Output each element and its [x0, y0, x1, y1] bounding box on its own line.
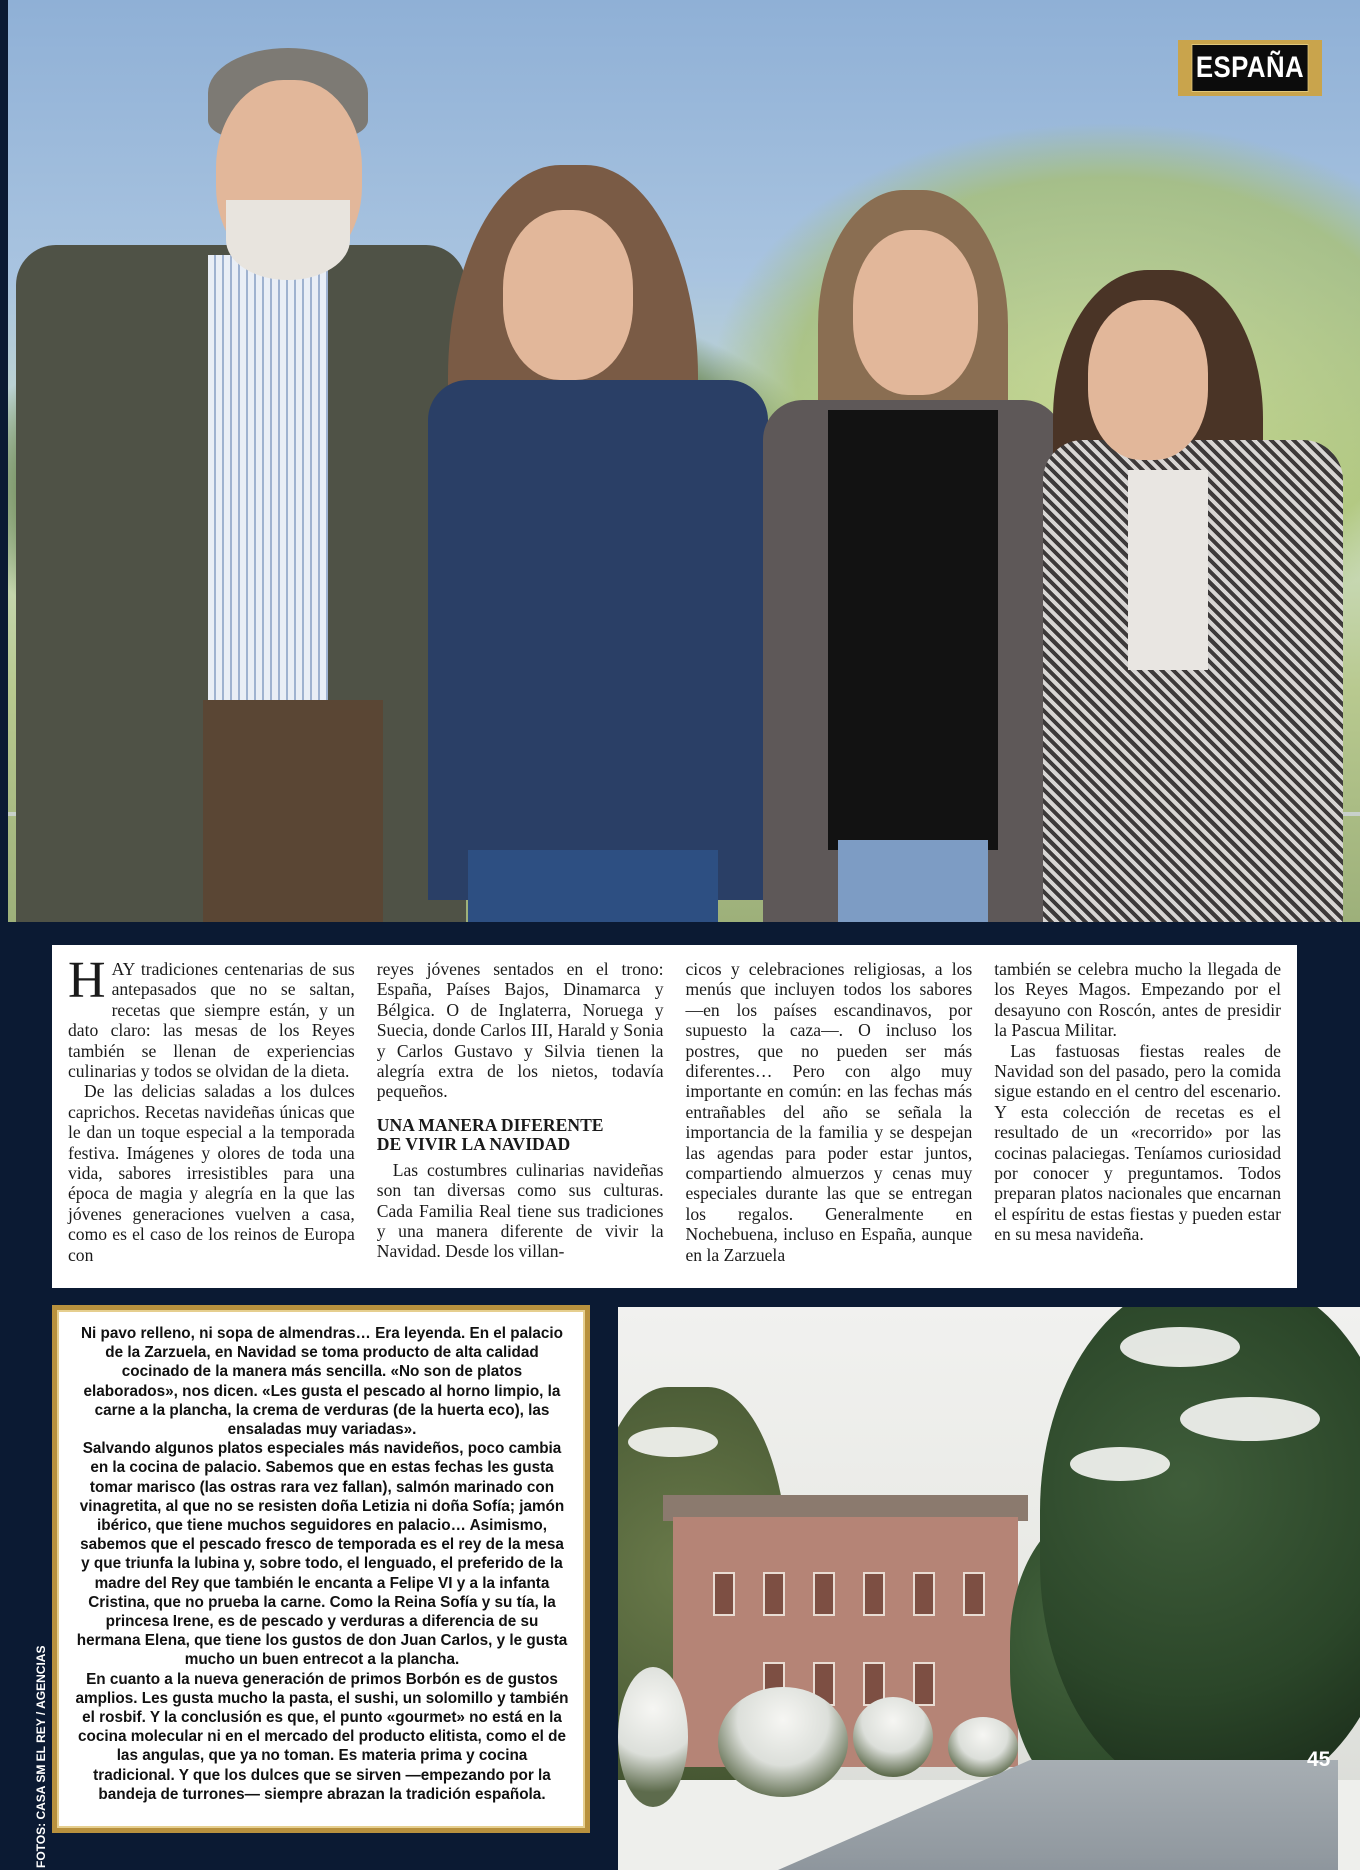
snow-patch — [1180, 1397, 1320, 1441]
sidebar-paragraph: En cuanto a la nueva generación de primos Borbón es de gustos amplios. Les gusta mucho la pasta, el sushi, un solomillo y también el rosbif. Y la conclusión es que, el punto «gourmet» no está en la cocina molecular ni en el mercado del producto elitista, como el de las angulas, que ya no toman. Es materia prima y cocina tradicional. Y que los dulces que se sirven —empezando por la bandeja de turrones— siempre abrazan la tradición española. — [75, 1670, 569, 1803]
article-paragraph: HAY tradiciones centenarias de sus antepasados que no se saltan, recetas que siempre están, y un dato claro: las mesas de los Reyes también se llenan de experiencias culinarias y todos se olvidan de la dieta. — [68, 952, 355, 1082]
drop-cap: H — [68, 952, 106, 1009]
palace-window — [913, 1572, 935, 1616]
palace-window — [913, 1662, 935, 1706]
snowy-hedge — [948, 1717, 1018, 1777]
palace-window — [763, 1572, 785, 1616]
snowy-hedge — [853, 1697, 933, 1777]
article-column-2 — [377, 959, 664, 1278]
article-column-3 — [686, 959, 973, 1278]
palace-window — [713, 1572, 735, 1616]
tree-right — [1040, 1307, 1360, 1797]
palace-window — [863, 1572, 885, 1616]
snow-patch — [628, 1427, 718, 1457]
article-paragraph: también se celebra mucho la llegada de los Reyes Magos. Empezando por el desayuno con Roscón, antes de presidir la Pascua Militar. — [994, 959, 1281, 1041]
snowy-hedge — [718, 1687, 848, 1797]
palace-window — [963, 1572, 985, 1616]
palace-window — [813, 1572, 835, 1616]
article-paragraph: reyes jóvenes sentados en el trono: España, Países Bajos, Dinamarca y Bélgica. O de Inglaterra, Noruega y Suecia, donde Carlos III, Harald y Sonia y Carlos Gustavo y Silvia tienen la alegría extra de los nietos, todavía pequeños. — [376, 959, 664, 1102]
article-body — [52, 945, 1297, 1288]
article-column-4 — [994, 959, 1281, 1278]
snow-patch — [1070, 1447, 1170, 1481]
hero-photo — [8, 0, 1360, 922]
person-infanta-sofia — [428, 0, 778, 922]
sidebar-paragraph: Salvando algunos platos especiales más navideños, poco cambia en la cocina de palacio. Sabemos que en estas fechas les gusta tomar marisco (las ostras rara vez fallan), salmón marinado con vinagretita, al que no se resisten doña Letizia ni doña Sofía; jamón ibérico, que tiene muchos seguidores en palacio… Asimismo, sabemos que el pescado fresco de temporada es el rey de la mesa y que triunfa la lubina y, sobre todo, el lenguado, el preferido de la madre del Rey que también le encanta a Felipe VI y a la infanta Cristina, que no prueba la carne. Como la Reina Sofía y su tía, la princesa Irene, es de pescado y verduras a diferencia de su hermana Elena, que tiene los gustos de don Juan Carlos, y le gusta mucho un buen entrecot a la plancha. — [76, 1440, 568, 1669]
section-badge-label: ESPAÑA — [1192, 44, 1309, 92]
page-number: 45 — [1307, 1748, 1331, 1771]
article-subheading: UNA MANERA DIFERENTE DE VIVIR LA NAVIDAD — [376, 1114, 604, 1154]
snow-patch — [1120, 1327, 1240, 1367]
sidebar-paragraph: Ni pavo relleno, ni sopa de almendras… Era leyenda. En el palacio de la Zarzuela, en Navidad se toma producto de alta calidad cocinado de la manera más sencilla. «No son de platos elaborados», nos dicen. «Les gusta el pescado al horno limpio, la carne a la plancha, la crema de verduras (de la huerta eco), las ensaladas muy variadas». — [80, 1325, 564, 1439]
palace-photo — [618, 1307, 1360, 1870]
article-paragraph: De las delicias saladas a los dulces caprichos. Recetas navideñas únicas que le dan un toque especial a la temporada festiva. Imágenes y olores de toda una vida, sabores irresistibles para una época de magia y alegría en la que las jóvenes generaciones vuelven a casa, como es el caso de los reinos de Europa con — [68, 1081, 355, 1265]
article-paragraph: cicos y celebraciones religiosas, a los menús que incluyen todos los sabores —en los países escandinavos, por supuesto la caza—. O incluso los postres, que no pueden ser más diferentes… Pero con algo muy importante en común: en las fechas más entrañables del año se señala la importancia de la familia y se despejan las agendas para poder estar juntos, compartiendo almuerzos y cenas muy especiales durante las que se entregan los regalos. Generalmente en Nochebuena, incluso en España, aunque en la Zarzuela — [685, 959, 973, 1265]
snowy-hedge — [618, 1667, 688, 1807]
person-queen-letizia — [1028, 0, 1360, 922]
person-king — [8, 0, 478, 922]
photo-credit: FOTOS: CASA SM EL REY / AGENCIAS — [34, 1645, 48, 1868]
article-paragraph: Las costumbres culinarias navideñas son tan diversas como sus culturas. Cada Familia Real tiene sus tradiciones y una manera diferente de vivir la Navidad. Desde los villan- — [376, 1159, 664, 1262]
sidebar-box — [52, 1305, 590, 1833]
article-column-1 — [68, 952, 355, 1278]
article-paragraph: Las fastuosas fiestas reales de Navidad son del pasado, pero la comida sigue estando en el centro del escenario. Y esta colección de recetas es el resultado de un «recorrido» por las cocinas palaciegas. Teníamos curiosidad por conocer y preguntamos. Todos preparan platos nacionales que encarnan el espíritu de estas fiestas y pueden estar en su mesa navideña. — [994, 1040, 1281, 1245]
section-badge — [1178, 40, 1322, 96]
